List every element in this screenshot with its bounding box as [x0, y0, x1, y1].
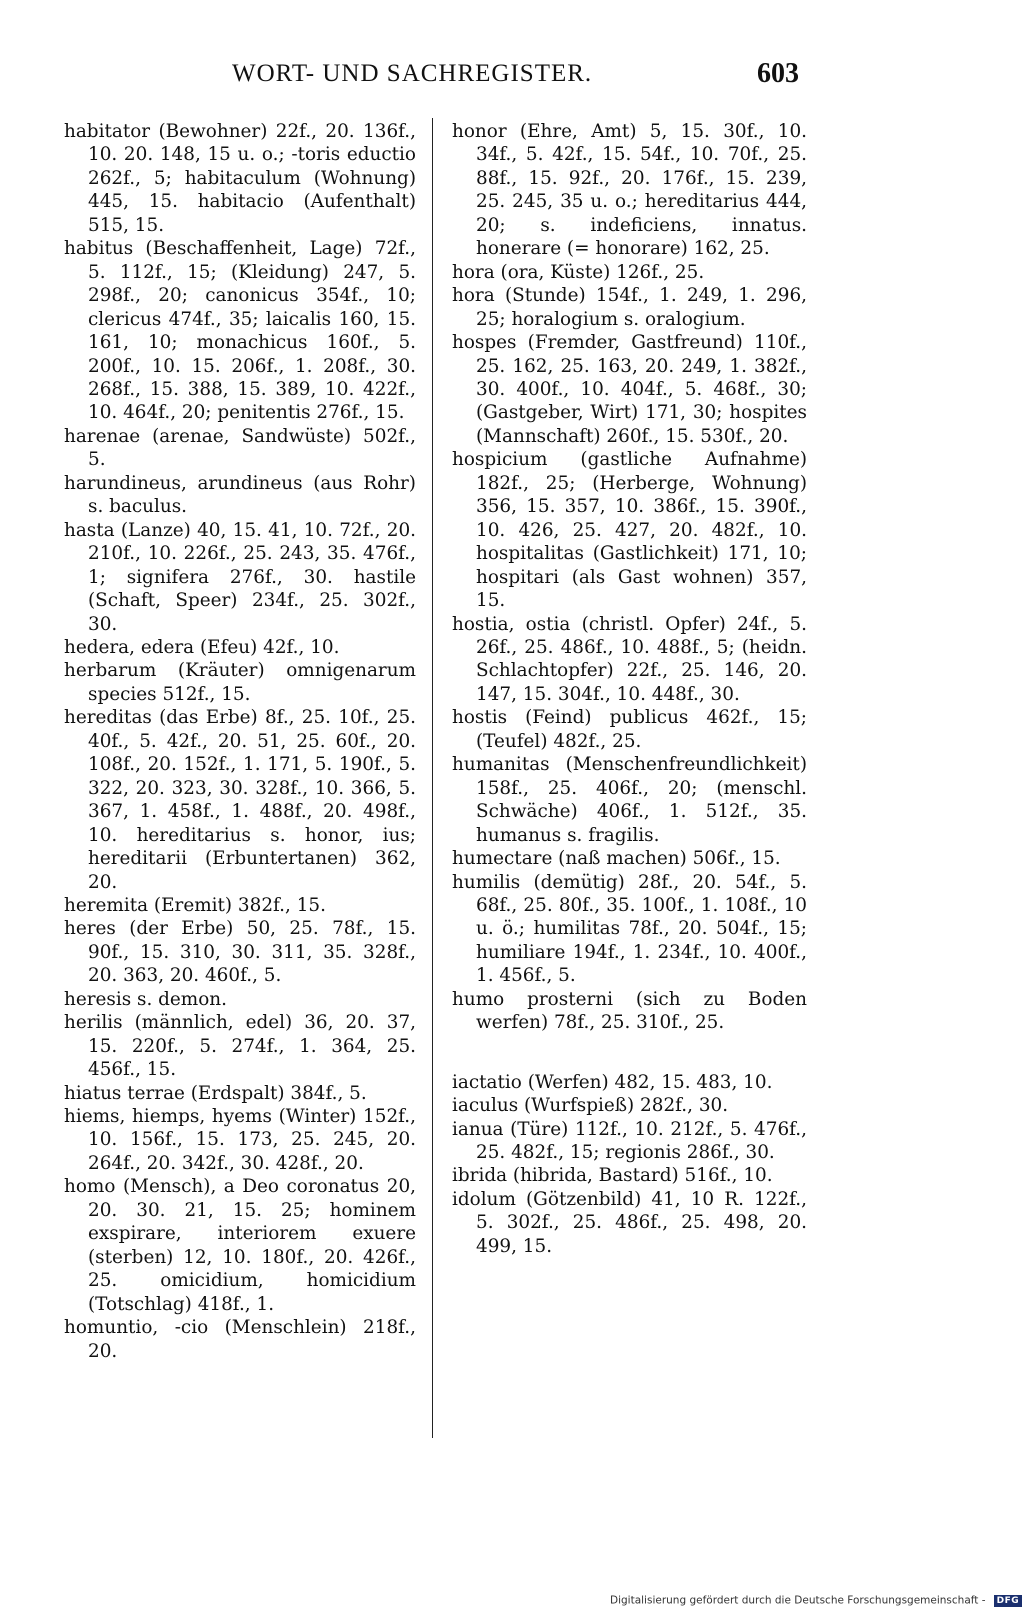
dfg-logo: DFG — [994, 1595, 1022, 1607]
left-column — [64, 120, 416, 1363]
index-entry: iactatio (Werfen) 482, 15. 483, 10. — [452, 1071, 773, 1093]
index-entry: ianua (Türe) 112f., 10. 212f., 5. 476f., 25. 482f., 15; regionis 286f., 30. — [452, 1118, 807, 1164]
page-header — [0, 58, 1000, 98]
index-entry: herilis (männlich, edel) 36, 20. 37, 15. 220f., 5. 274f., 1. 364, 25. 456f., 15. — [64, 1012, 416, 1081]
index-entry: homuntio, -cio (Menschlein) 218f., 20. — [64, 1317, 416, 1362]
digitization-footer — [610, 1590, 1020, 1610]
index-entry: hora (Stunde) 154f., 1. 249, 1. 296, 25; horalogium s. oralogium. — [452, 285, 807, 330]
index-entry: idolum (Götzenbild) 41, 10 R. 122f., 5. 302f., 25. 486f., 25. 498, 20. 499, 15. — [452, 1188, 807, 1257]
index-entry: humilis (demütig) 28f., 20. 54f., 5. 68f., 25. 80f., 35. 100f., 1. 108f., 10 u. ö.; humilitas 78f., 20. 504f., 15; humiliare 194f., 1. 234f., 10. 400f., 1. 456f., 5. — [452, 871, 807, 987]
index-entry: hereditas (das Erbe) 8f., 25. 10f., 25. 40f., 5. 42f., 20. 51, 25. 60f., 20. 108f., 20. 152f., 1. 171, 5. 190f., 5. 322, 20. 323, 30. 328f., 10. 366, 5. 367, 1. 458f., 1. 488f., 20. 498f., 10. hereditarius s. honor, ius; hereditarii (Erbuntertanen) 362, 20. — [64, 707, 416, 893]
index-entry: hedera, edera (Efeu) 42f., 10. — [64, 636, 340, 658]
index-entry: honor (Ehre, Amt) 5, 15. 30f., 10. 34f., 5. 42f., 15. 54f., 10. 70f., 25. 88f., 15. 92f., 20. 176f., 15. 239, 25. 245, 35 u. o.; hereditarius 444, 20; s. indeficiens, innatus. honerare (= honorare) 162, 25. — [452, 121, 807, 260]
index-entry: hiems, hiemps, hyems (Winter) 152f., 10. 156f., 15. 173, 25. 245, 20. 264f., 20. 342f., 30. 428f., 20. — [64, 1106, 416, 1174]
index-entry: humo prosterni (sich zu Boden werfen) 78f., 25. 310f., 25. — [452, 988, 807, 1034]
index-entry: hora (ora, Küste) 126f., 25. — [452, 261, 705, 283]
index-entry: humectare (naß machen) 506f., 15. — [452, 848, 781, 870]
index-entry: hostia, ostia (christl. Opfer) 24f., 5. 26f., 25. 486f., 10. 488f., 5; (heidn. Schlachtopfer) 22f., 25. 146, 20. 147, 15. 304f., 10. 448f., 30. — [452, 613, 807, 705]
page-number: 603 — [757, 58, 799, 89]
right-column — [452, 120, 807, 1258]
running-title: WORT- UND SACHREGISTER. — [232, 60, 593, 87]
index-entry: hiatus terrae (Erdspalt) 384f., 5. — [64, 1082, 367, 1104]
index-entry: harundineus, arundineus (aus Rohr) s. baculus. — [64, 472, 416, 518]
index-entry: ibrida (hibrida, Bastard) 516f., 10. — [452, 1165, 773, 1187]
index-entry: habitator (Bewohner) 22f., 20. 136f., 10. 20. 148, 15 u. o.; -toris eductio 262f., 5; habitaculum (Wohnung) 445, 15. habitacio (Aufenthalt) 515, 15. — [64, 121, 416, 236]
index-entry: iaculus (Wurfspieß) 282f., 30. — [452, 1095, 729, 1117]
index-entry: habitus (Beschaffenheit, Lage) 72f., 5. 112f., 15; (Kleidung) 247, 5. 298f., 20; canonicus 354f., 10; clericus 474f., 35; laicalis 160, 15. 161, 10; monachicus 160f., 5. 200f., 10. 15. 206f., 1. 208f., 30. 268f., 15. 388, 15. 389, 10. 422f., 10. 464f., 20; penitentis 276f., 15. — [64, 238, 416, 424]
index-entry: heremita (Eremit) 382f., 15. — [64, 894, 326, 916]
index-entry: humanitas (Menschenfreundlichkeit) 158f., 25. 406f., 20; (menschl. Schwäche) 406f., 1. 512f., 35. humanus s. fragilis. — [452, 754, 807, 846]
index-entry: harenae (arenae, Sandwüste) 502f., 5. — [64, 425, 416, 471]
index-entry: herbarum (Kräuter) omnigenarum species 512f., 15. — [64, 660, 416, 705]
column-divider — [432, 118, 433, 1438]
letter-section-gap — [452, 1035, 807, 1071]
footer-text: Digitalisierung gefördert durch die Deutsche Forschungsgemeinschaft - — [610, 1594, 986, 1607]
index-entry: homo (Mensch), a Deo coronatus 20, 20. 30. 21, 15. 25; hominem exspirare, interiorem exuere (sterben) 12, 10. 180f., 20. 426f., 25. omicidium, homicidium (Totschlag) 418f., 1. — [64, 1176, 416, 1315]
index-entry: hospes (Fremder, Gastfreund) 110f., 25. 162, 25. 163, 20. 249, 1. 382f., 30. 400f., 10. 404f., 5. 468f., 30; (Gastgeber, Wirt) 171, 30; hospites (Mannschaft) 260f., 15. 530f., 20. — [452, 332, 807, 447]
index-entry: heres (der Erbe) 50, 25. 78f., 15. 90f., 15. 310, 30. 311, 35. 328f., 20. 363, 20. 460f., 5. — [64, 918, 416, 987]
index-entry: hasta (Lanze) 40, 15. 41, 10. 72f., 20. 210f., 10. 226f., 25. 243, 35. 476f., 1; signifera 276f., 30. hastile (Schaft, Speer) 234f., 25. 302f., 30. — [64, 519, 416, 635]
index-entry: heresis s. demon. — [64, 988, 227, 1010]
index-entry: hospicium (gastliche Aufnahme) 182f., 25; (Herberge, Wohnung) 356, 15. 357, 10. 386f., 15. 390f., 10. 426, 25. 427, 20. 482f., 10. hospitalitas (Gastlichkeit) 171, 10; hospitari (als Gast wohnen) 357, 15. — [452, 449, 807, 612]
index-entry: hostis (Feind) publicus 462f., 15; (Teufel) 482f., 25. — [452, 707, 807, 752]
